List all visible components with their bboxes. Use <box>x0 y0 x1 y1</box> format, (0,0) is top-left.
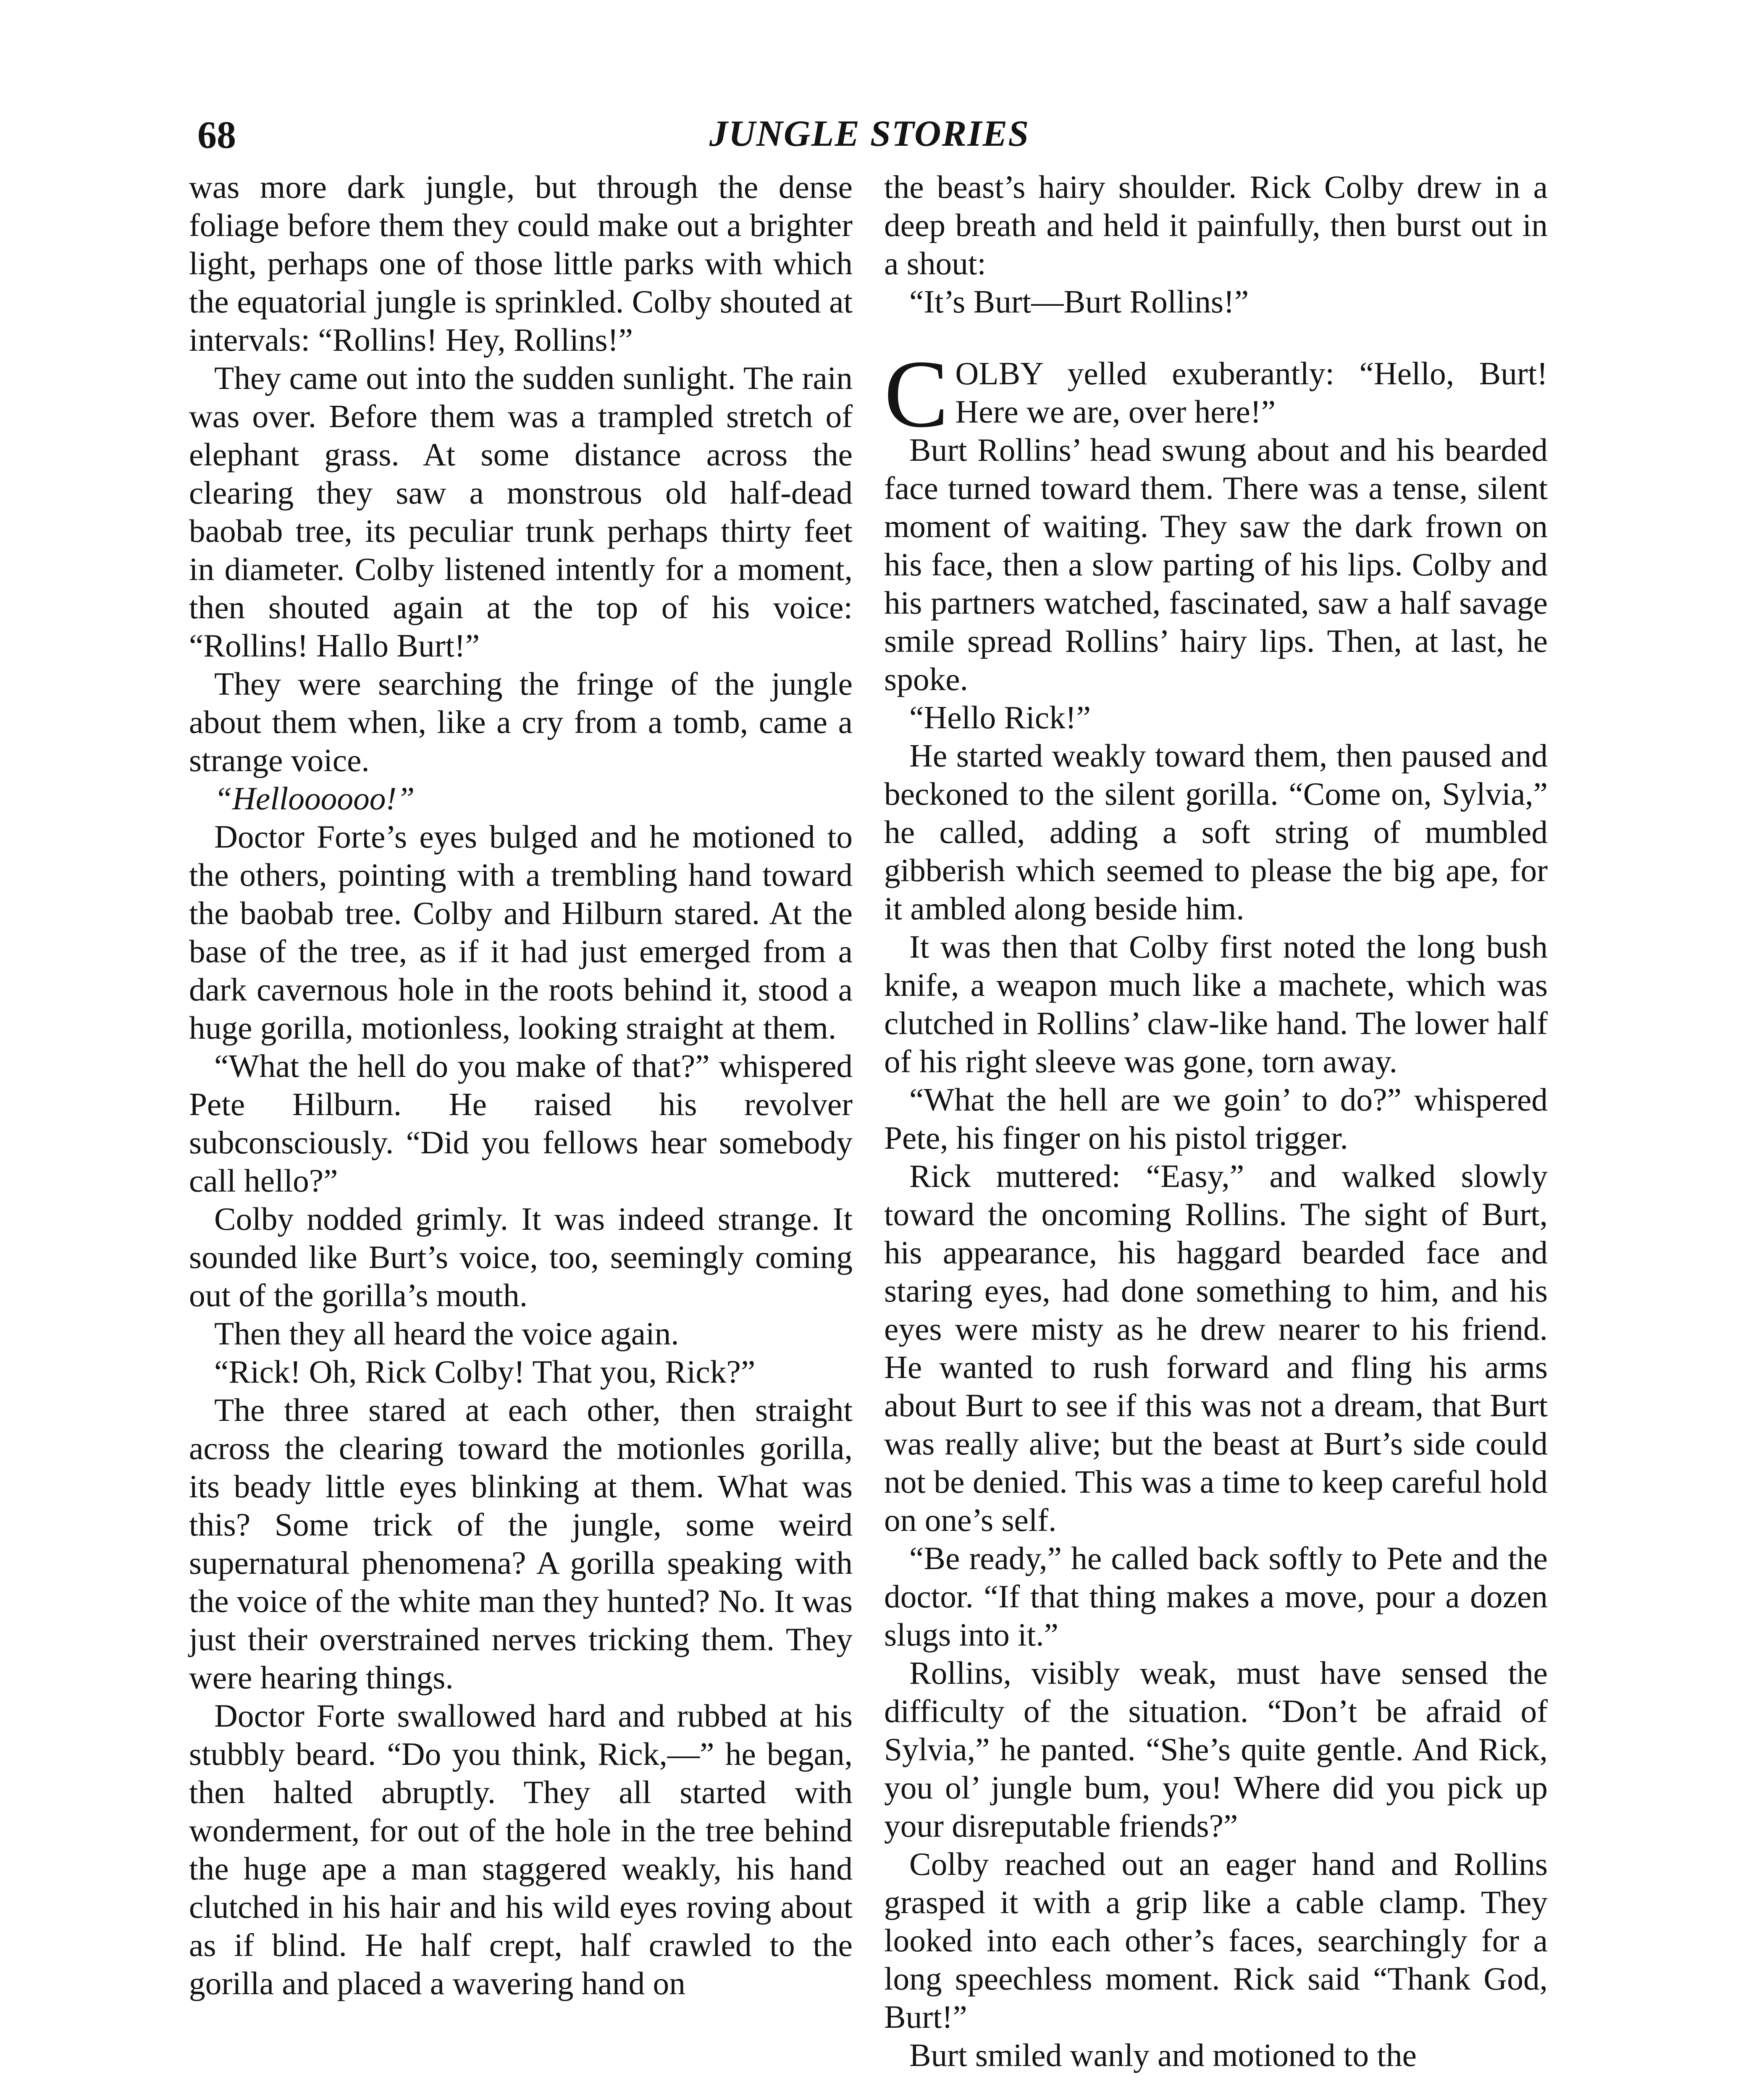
paragraph: It was then that Colby first noted the long bush knife, a weapon much like a machete, which was clutched in Rollins’ claw-like hand. The lower half of his right sleeve was gone, torn away. <box>884 929 1548 1079</box>
paragraph: Colby reached out an eager hand and Rollins grasped it with a grip like a cable clamp. They looked into each other’s faces, searchingly for a long speechless moment. Rick said “Thank God, Burt!” <box>884 1846 1548 2035</box>
paragraph: Burt smiled wanly and motioned to the <box>909 2037 1417 2073</box>
paragraph: “Rick! Oh, Rick Colby! That you, Rick?” <box>214 1354 756 1390</box>
paragraph: He started weakly toward them, then paused and beckoned to the silent gorilla. “Come on, Sylvia,” he called, adding a soft string of mumbled gibberish which seemed to please the big ape, for it ambled along beside him. <box>884 738 1548 927</box>
paragraph: They came out into the sudden sunlight. The rain was over. Before them was a trampled stretch of elephant grass. At some distance across the clearing they saw a monstrous old half-dead baobab tree, its peculiar trunk perhaps thirty feet in diameter. Colby listened intently for a moment, then shouted again at the top of his voice: “Rollins! Hallo Burt!” <box>189 360 853 664</box>
paragraph: “Be ready,” he called back softly to Pete and the doctor. “If that thing makes a move, pour a dozen slugs into it.” <box>884 1540 1548 1653</box>
paragraph: the beast’s hairy shoulder. Rick Colby drew in a deep breath and held it painfully, then burst out in a shout: <box>884 169 1548 281</box>
paragraph: Rollins, visibly weak, must have sensed the difficulty of the situation. “Don’t be afraid of Sylvia,” he panted. “She’s quite gentle. And Rick, you ol’ jungle bum, you! Where did you pick up your disreputable friends?” <box>884 1655 1548 1844</box>
paragraph: “Helloooooo!” <box>214 780 415 816</box>
paragraph: “It’s Burt—Burt Rollins!” <box>909 284 1249 320</box>
paragraph-text: OLBY yelled exuberantly: “Hello, Burt! Here we are, over here!” <box>955 355 1548 430</box>
paragraph: “What the hell are we goin’ to do?” whispered Pete, his finger on his pistol trigger. <box>884 1082 1548 1156</box>
paragraph: “What the hell do you make of that?” whispered Pete Hilburn. He raised his revolver subconsciously. “Did you fellows hear somebody call hello?” <box>189 1048 853 1199</box>
paragraph: Doctor Forte swallowed hard and rubbed at his stubbly beard. “Do you think, Rick,—” he began, then halted abruptly. They all started with wonderment, for out of the hole in the tree behind the huge ape a man staggered weakly, his hand clutched in his hair and his wild eyes roving about as if blind. He half crept, half crawled to the gorilla and placed a wavering hand on <box>189 1698 853 2001</box>
paragraph: The three stared at each other, then straight across the clearing toward the motionles gorilla, its beady little eyes blinking at them. What was this? Some trick of the jungle, some weird supernatural phenomena? A gorilla speaking with the voice of the white man they hunted? No. It was just their overstrained nerves tricking them. They were hearing things. <box>189 1392 853 1696</box>
paragraph: Then they all heard the voice again. <box>214 1315 679 1352</box>
paragraph: was more dark jungle, but through the dense foliage before them they could make out a brighter light, perhaps one of those little parks with which the equatorial jungle is sprinkled. Colby shouted at intervals: “Rollins! Hey, Rollins!” <box>189 169 853 358</box>
page-number: 68 <box>197 113 236 156</box>
drop-cap: C <box>884 340 949 447</box>
section-opening-paragraph <box>884 340 1548 447</box>
paragraph: “Hello Rick!” <box>909 699 1091 735</box>
paragraph: Burt Rollins’ head swung about and his bearded face turned toward them. There was a tense, silent moment of waiting. They saw the dark frown on his face, then a slow parting of his lips. Colby and his partners watched, fascinated, saw a half savage smile spread Rollins’ hairy lips. Then, at last, he spoke. <box>884 432 1548 697</box>
paragraph: Doctor Forte’s eyes bulged and he motioned to the others, pointing with a trembling hand toward the baobab tree. Colby and Hilburn stared. At the base of the tree, as if it had just emerged from a dark cavernous hole in the roots behind it, stood a huge gorilla, motionless, looking straight at them. <box>189 819 853 1046</box>
paragraph: They were searching the fringe of the jungle about them when, like a cry from a tomb, came a strange voice. <box>189 666 853 778</box>
running-title: JUNGLE STORIES <box>709 113 1030 154</box>
page-header <box>197 113 1541 159</box>
left-column <box>189 168 853 2003</box>
paragraph: Colby nodded grimly. It was indeed strange. It sounded like Burt’s voice, too, seemingly coming out of the gorilla’s mouth. <box>189 1201 853 1313</box>
right-column <box>884 168 1548 2074</box>
paragraph: Rick muttered: “Easy,” and walked slowly toward the oncoming Rollins. The sight of Burt, his appearance, his haggard bearded face and staring eyes, had done something to him, and his eyes were misty as he drew nearer to his friend. He wanted to rush forward and fling his arms about Burt to see if this was not a dream, that Burt was really alive; but the beast at Burt’s side could not be denied. This was a time to keep careful hold on one’s self. <box>884 1158 1548 1538</box>
